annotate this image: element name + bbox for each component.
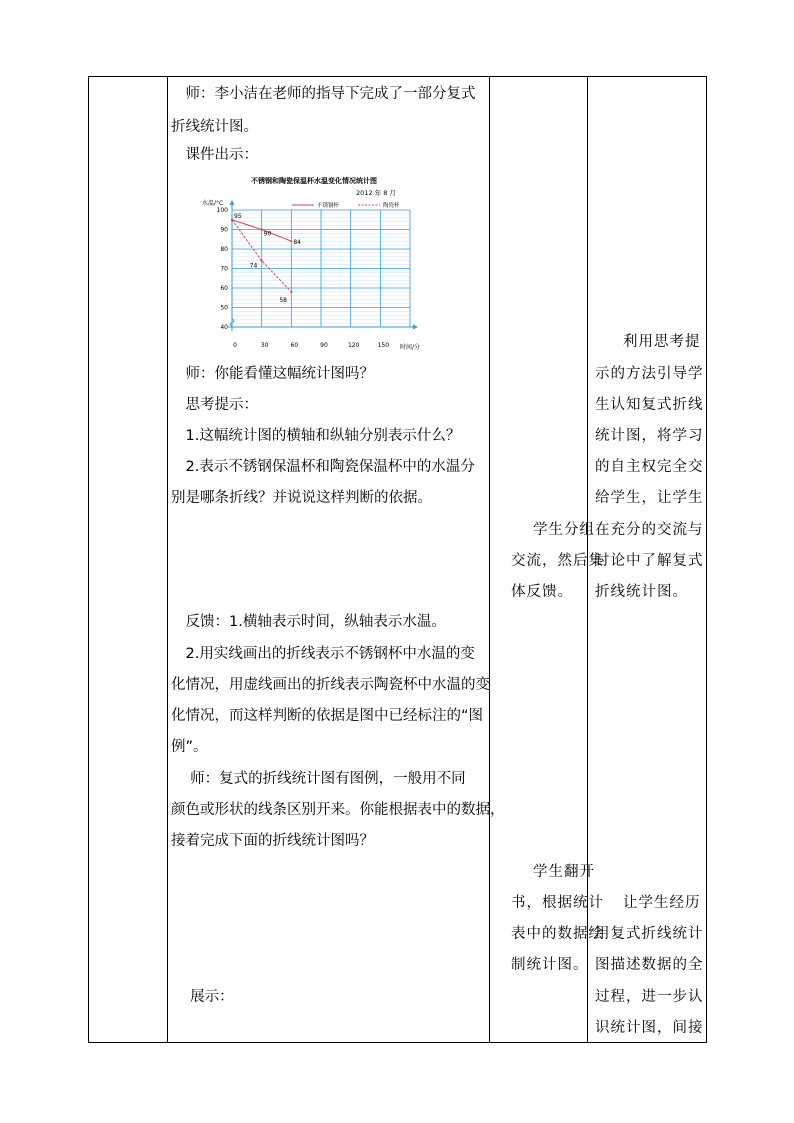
intent-a8: 讨论中了解复式: [595, 553, 704, 569]
chart-title: 不锈钢和陶瓷保温杯水温变化情况统计图: [251, 177, 377, 185]
teacher-summary-a: 师：复式的折线统计图有图例，一般用不同: [171, 771, 466, 787]
column-divider-2: [489, 77, 490, 1042]
chart-x-axis-label: 时间/分: [399, 344, 421, 351]
chart-legend: [292, 201, 400, 209]
y-tick-label: 50: [220, 304, 228, 312]
feedback-2d: 例”。: [171, 739, 208, 755]
hint-2b: 别是哪条折线？并说说这样判断的依据。: [171, 490, 432, 506]
intent-b4: 过程，进一步认: [595, 989, 704, 1005]
y-axis-arrow: [230, 200, 235, 205]
teacher-question: 师：你能看懂这幅统计图吗？: [171, 366, 374, 382]
data-point: [261, 260, 263, 262]
data-point: [290, 291, 292, 293]
student-a3: 体反馈。: [511, 584, 573, 600]
y-tick-label: 100: [216, 207, 228, 214]
intent-b3: 图描述数据的全: [595, 957, 704, 973]
x-tick-label: 120: [347, 342, 360, 349]
intent-a3: 生认知复式折线: [595, 397, 704, 413]
teacher-summary-c: 接着完成下面的折线统计图吗？: [171, 833, 374, 849]
feedback-1: 反馈：1.横轴表示时间，纵轴表示水温。: [171, 614, 446, 630]
chart-grid: [232, 210, 410, 327]
data-point: [290, 240, 292, 242]
data-point: [261, 228, 263, 230]
column-divider-1: [167, 77, 168, 1042]
intent-b2: 用复式折线统计: [595, 926, 704, 942]
hint-2a: 2.表示不锈钢保温杯和陶瓷保温杯中的水温分: [171, 459, 475, 475]
point-label: 74: [249, 262, 258, 270]
feedback-2a: 2.用实线画出的折线表示不锈钢杯中水温的变: [171, 646, 475, 662]
feedback-2b: 化情况，用虚线画出的折线表示陶瓷杯中水温的变: [171, 677, 490, 693]
intent-a2: 示的方法引导学: [595, 366, 704, 382]
student-b1: 学生翻开: [533, 864, 595, 880]
intent-a6: 给学生，让学生: [595, 490, 704, 506]
teacher-line-1b: 折线统计图。: [171, 119, 258, 135]
intent-b5: 识统计图，间接: [595, 1020, 704, 1036]
point-label: 90: [263, 230, 272, 238]
teacher-line-1a: 师：李小洁在老师的指导下完成了一部分复式: [171, 86, 476, 102]
water-temperature-line-chart: [200, 172, 430, 354]
y-tick-label: 70: [220, 265, 228, 273]
chart-y-ticks: [217, 207, 229, 331]
courseware-label: 课件出示：: [171, 147, 258, 163]
y-tick-label: 40: [220, 324, 228, 331]
intent-a7: 在充分的交流与: [595, 522, 704, 538]
student-b2: 书，根据统计: [511, 895, 604, 911]
x-tick-label: 60: [290, 342, 299, 349]
y-tick-label: 60: [220, 285, 228, 292]
student-a1: 学生分组: [533, 522, 595, 538]
show-label: 展示：: [171, 989, 234, 1005]
x-tick-label: 90: [320, 342, 328, 349]
feedback-2c: 化情况，而这样判断的依据是图中已经标注的“图: [171, 708, 484, 724]
legend-label: 陶瓷杯: [383, 203, 400, 209]
intent-a9: 折线统计图。: [595, 584, 688, 600]
x-tick-label: 0: [233, 342, 237, 349]
chart-x-ticks: [233, 342, 389, 349]
x-tick-label: 150: [377, 342, 390, 349]
intent-a4: 统计图，将学习: [595, 428, 704, 444]
y-tick-label: 80: [220, 246, 228, 253]
point-label: 84: [293, 239, 301, 247]
intent-b1: 让学生经历: [623, 895, 701, 911]
data-point: [231, 219, 233, 221]
student-b4: 制统计图。: [511, 957, 589, 973]
legend-label: 不锈钢杯: [317, 203, 340, 209]
x-axis-arrow: [413, 325, 418, 330]
hint-1: 1.这幅统计图的横轴和纵轴分别表示什么？: [171, 428, 461, 444]
teacher-summary-b: 颜色或形状的线条区别开来。你能根据表中的数据，: [171, 802, 505, 818]
student-b3: 表中的数据绘: [511, 926, 604, 942]
chart-y-axis-label: 水温/°C: [202, 200, 224, 207]
student-a2: 交流，然后集: [511, 553, 604, 569]
point-label: 95: [234, 212, 242, 220]
x-tick-label: 30: [260, 342, 269, 349]
intent-a5: 的自主权完全交: [595, 459, 704, 475]
chart-subtitle: 2012 年 8 月: [356, 189, 396, 197]
y-tick-label: 90: [220, 226, 228, 234]
intent-a1: 利用思考提: [623, 334, 701, 350]
hint-heading: 思考提示：: [171, 397, 258, 413]
point-label: 58: [279, 296, 287, 304]
